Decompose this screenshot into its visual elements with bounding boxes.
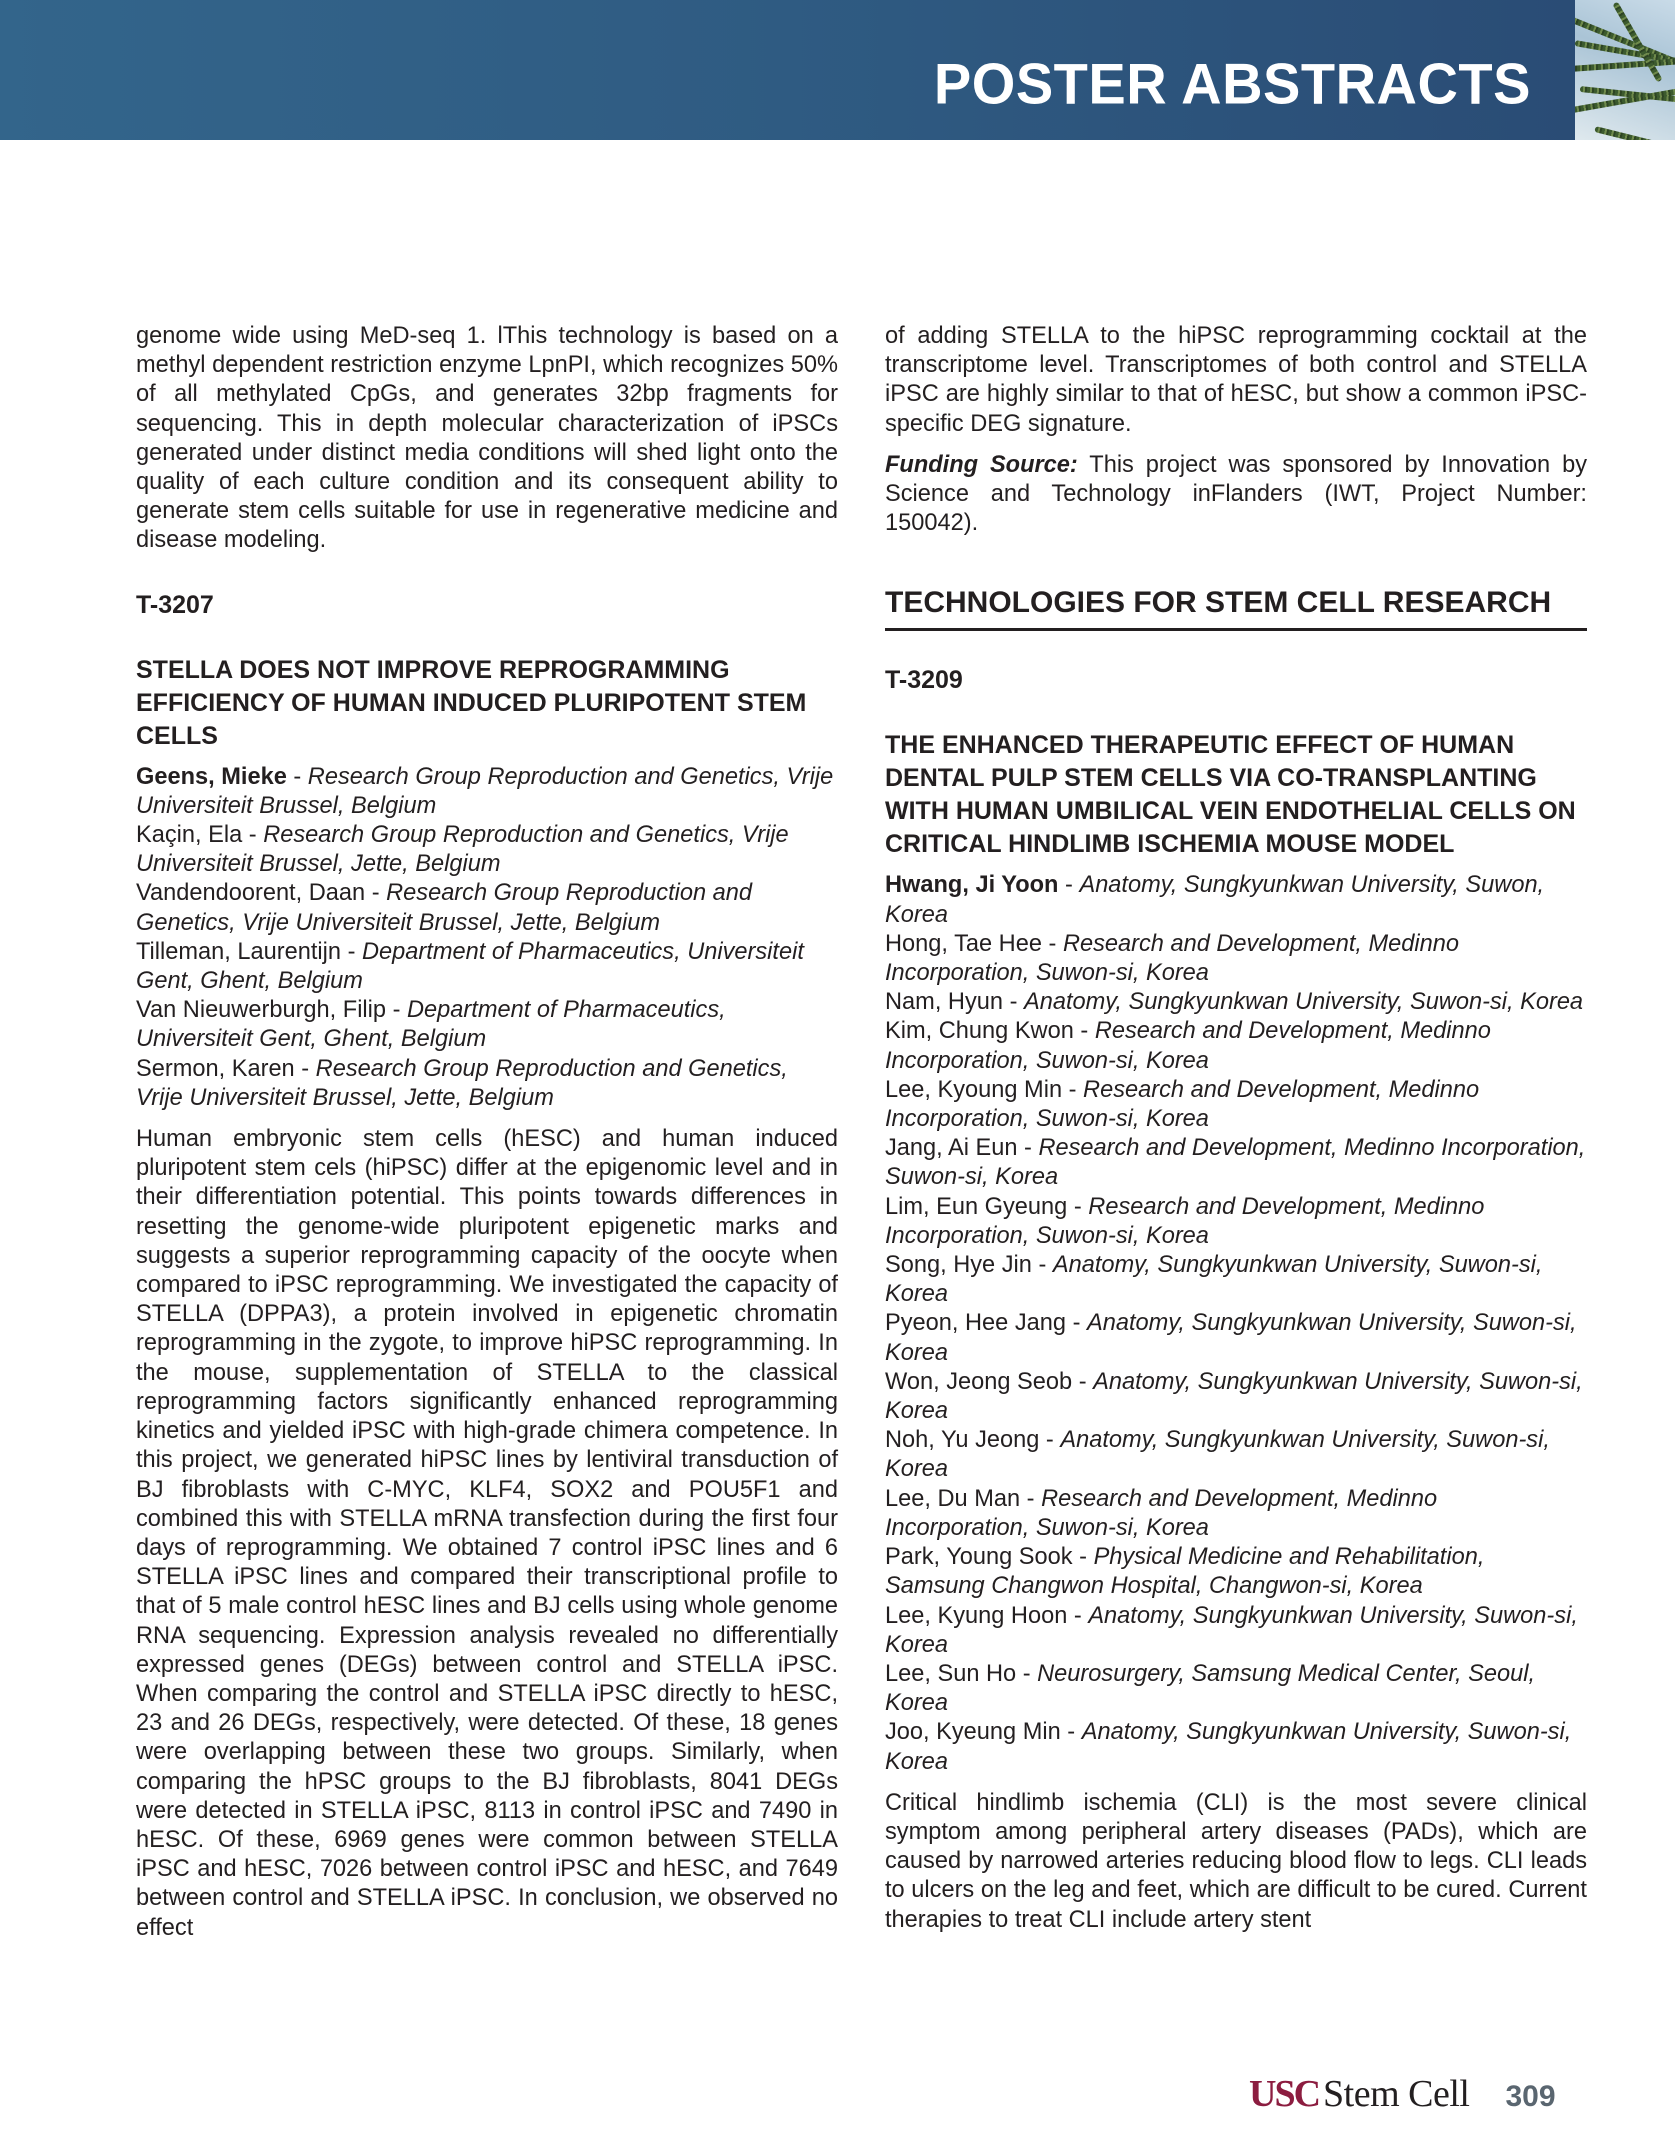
abstract-id: T-3207: [136, 590, 214, 619]
author-list: [885, 871, 1587, 1776]
author-name: Noh, Yu Jeong: [885, 1427, 1040, 1454]
author-separator: -: [1072, 1368, 1094, 1395]
author-entry: [136, 996, 838, 1054]
author-entry: [885, 1485, 1587, 1543]
author-separator: -: [341, 938, 362, 965]
author-affiliation: Research and Development, Medinno Incorporation, Suwon-si, Korea: [885, 930, 1460, 987]
author-name: Geens, Mieke: [136, 763, 287, 790]
author-separator: -: [1072, 1544, 1094, 1571]
continued-abstract-text: genome wide using MeD-seq 1. lThis technology is based on a methyl dependent restriction enzyme LpnPI, which recognizes 50% of all methylated CpGs, and generates 32bp fragments for sequencing. This in depth molecular characterization of iPSCs generated under distinct media conditions will shed light onto the quality of each culture condition and its consequent ability to generate stem cells suitable for use in regenerative medicine and disease modeling.: [136, 323, 838, 554]
author-affiliation: Department of Pharmaceutics, Universiteit Gent, Ghent, Belgium: [136, 997, 726, 1053]
author-name: Hwang, Ji Yoon: [885, 872, 1059, 899]
author-name: Won, Jeong Seob: [885, 1368, 1073, 1395]
page-section-title: POSTER ABSTRACTS: [933, 51, 1531, 116]
page-number: 309: [1505, 2080, 1556, 2113]
author-separator: -: [1031, 1252, 1053, 1279]
author-separator: -: [242, 822, 264, 849]
abstract-title: STELLA DOES NOT IMPROVE REPROGRAMMING EFFICIENCY OF HUMAN INDUCED PLURIPOTENT STEM CELLS: [136, 655, 807, 750]
author-affiliation: Anatomy, Sungkyunkwan University, Suwon, Korea: [885, 872, 1545, 928]
author-affiliation: Research Group Reproduction and Genetics, Vrije Universiteit Brussel, Jette, Belgium: [136, 1055, 788, 1111]
author-list: [136, 763, 838, 1113]
author-separator: -: [1060, 1719, 1082, 1746]
author-entry: [885, 871, 1587, 929]
author-separator: -: [1067, 1193, 1089, 1220]
left-column: [136, 322, 838, 1943]
author-entry: [885, 1076, 1587, 1134]
author-affiliation: Research and Development, Medinno Incorporation, Suwon-si, Korea: [885, 1485, 1438, 1541]
author-entry: [885, 1309, 1587, 1367]
author-affiliation: Anatomy, Sungkyunkwan University, Suwon-si, Korea: [885, 1368, 1583, 1425]
right-column: [885, 322, 1587, 1935]
author-separator: -: [1039, 1427, 1061, 1454]
author-entry: [885, 1193, 1587, 1251]
author-name: Kim, Chung Kwon: [885, 1018, 1074, 1045]
author-separator: -: [1003, 989, 1024, 1016]
author-affiliation: Anatomy, Sungkyunkwan University, Suwon-si, Korea: [885, 1602, 1578, 1658]
abstract-body: Human embryonic stem cells (hESC) and human induced pluripotent stem cels (hiPSC) differ at the epigenomic level and in their differentiation potential. This points towards differences in resetting the genome-wide pluripotent epigenetic marks and suggests a superior reprogramming capacity of the oocyte when compared to iPSC reprogramming. We investigated the capacity of STELLA (DPPA3), a protein involved in epigenetic chromatin reprogramming in the zygote, to improve hiPSC reprogramming. In the mouse, supplementation of STELLA to the classical reprogramming factors significantly enhanced reprogramming kinetics and yielded iPSC with high-grade chimera competence. In this project, we generated hiPSC lines by lentiviral transduction of BJ fibroblasts with C-MYC, KLF4, SOX2 and POU5F1 and combined this with STELLA mRNA transfection during the first four days of reprogramming. We obtained 7 control iPSC lines and 6 STELLA iPSC lines and compared their transcriptional profile to that of 5 male control hESC lines and BJ cells using whole genome RNA sequencing. Expression analysis revealed no differentially expressed genes (DEGs) between control and STELLA iPSC. When comparing the control and STELLA iPSC directly to hESC, 23 and 26 DEGs, respectively, were detected. Of these, 18 genes were overlapping between these two groups. Similarly, when comparing the hPSC groups to the BJ fibroblasts, 8041 DEGs were detected in STELLA iPSC, 8113 in control iPSC and 7490 in hESC. Of these, 6969 genes were common between STELLA iPSC and hESC, 7026 between control iPSC and hESC, and 7649 between control and STELLA iPSC. In conclusion, we observed no effect: [136, 1126, 838, 1941]
author-name: Park, Young Sook: [885, 1544, 1073, 1571]
author-separator: -: [1020, 1485, 1042, 1512]
author-separator: -: [1062, 1076, 1084, 1103]
author-affiliation: Neurosurgery, Samsung Medical Center, Seoul, Korea: [885, 1660, 1536, 1717]
author-entry: [885, 1426, 1587, 1484]
usc-logo-wordmark: USC: [1249, 2073, 1320, 2115]
continued-abstract-text: of adding STELLA to the hiPSC reprogramming cocktail at the transcriptome level. Transcriptomes of both control and STELLA iPSC are highly similar to that of hESC, but show a common iPSC-specific DEG signature.: [885, 323, 1587, 437]
author-name: Nam, Hyun: [885, 989, 1004, 1016]
author-affiliation: Anatomy, Sungkyunkwan University, Suwon-si, Korea: [885, 1427, 1550, 1483]
author-entry: [136, 763, 838, 821]
author-separator: -: [1016, 1660, 1038, 1687]
author-separator: -: [1073, 1018, 1095, 1045]
abstract-body: Critical hindlimb ischemia (CLI) is the most severe clinical symptom among peripheral artery diseases (PADs), which are caused by narrowed arteries reducing blood flow to legs. CLI leads to ulcers on the leg and feet, which are difficult to be cured. Current therapies to treat CLI include artery stent: [885, 1789, 1587, 1933]
author-entry: [885, 1017, 1587, 1075]
author-separator: -: [386, 997, 408, 1024]
author-name: Lee, Kyoung Min: [885, 1076, 1063, 1103]
section-heading: TECHNOLOGIES FOR STEM CELL RESEARCH: [885, 586, 1587, 631]
author-affiliation: Department of Pharmaceutics, Universiteit Gent, Ghent, Belgium: [136, 938, 804, 995]
author-affiliation: Research Group Reproduction and Genetics, Vrije Universiteit Brussel, Jette, Belgium: [136, 822, 789, 878]
author-entry: [136, 879, 838, 937]
author-entry: [885, 1543, 1587, 1601]
author-separator: -: [1017, 1135, 1039, 1162]
author-separator: -: [294, 1055, 316, 1082]
funding-source: [885, 451, 1587, 539]
author-entry: [885, 988, 1587, 1017]
author-name: Vandendoorent, Daan: [136, 880, 366, 907]
author-entry: [885, 1368, 1587, 1426]
author-separator: -: [365, 880, 387, 907]
author-entry: [136, 1055, 838, 1113]
author-affiliation: Anatomy, Sungkyunkwan University, Suwon-si, Korea: [885, 1310, 1577, 1366]
author-affiliation: Research Group Reproduction and Genetics, Vrije Universiteit Brussel, Jette, Belgium: [136, 880, 753, 936]
author-affiliation: Anatomy, Sungkyunkwan University, Suwon-si, Korea: [885, 1252, 1543, 1308]
author-affiliation: Research and Development, Medinno Incorporation, Suwon-si, Korea: [885, 1076, 1480, 1133]
author-affiliation: Research Group Reproduction and Genetics, Vrije Universiteit Brussel, Belgium: [136, 763, 834, 819]
funding-text: This project was sponsored by Innovation by Science and Technology inFlanders (IWT, Project Number: 150042).: [885, 451, 1588, 537]
author-separator: -: [1067, 1602, 1089, 1629]
author-name: Joo, Kyeung Min: [885, 1719, 1061, 1746]
author-separator: -: [286, 763, 308, 790]
author-affiliation: Anatomy, Sungkyunkwan University, Suwon-si, Korea: [1023, 989, 1584, 1016]
author-name: Lee, Du Man: [885, 1485, 1021, 1512]
author-entry: [885, 930, 1587, 988]
author-affiliation: Anatomy, Sungkyunkwan University, Suwon-si, Korea: [885, 1719, 1572, 1775]
author-affiliation: Research and Development, Medinno Incorporation, Suwon-si, Korea: [885, 1135, 1586, 1191]
author-name: Kaçin, Ela: [136, 822, 243, 849]
author-entry: [885, 1251, 1587, 1309]
author-name: Hong, Tae Hee: [885, 930, 1042, 957]
author-name: Van Nieuwerburgh, Filip: [136, 997, 387, 1024]
page-footer: [1249, 2072, 1556, 2116]
author-separator: -: [1066, 1310, 1087, 1337]
author-separator: -: [1041, 930, 1063, 957]
author-entry: [885, 1660, 1587, 1718]
author-affiliation: Research and Development, Medinno Incorporation, Suwon-si, Korea: [885, 1193, 1485, 1249]
palm-fronds-photo: [1575, 0, 1675, 140]
header-banner: [0, 0, 1575, 140]
author-entry: [885, 1134, 1587, 1192]
author-name: Song, Hye Jin: [885, 1252, 1032, 1279]
author-name: Tilleman, Laurentijn: [136, 938, 342, 965]
author-entry: [885, 1602, 1587, 1660]
stem-cell-logo-wordmark: Stem Cell: [1323, 2073, 1470, 2115]
funding-label: Funding Source:: [885, 451, 1078, 478]
abstract-id: T-3209: [885, 666, 963, 695]
author-name: Lee, Sun Ho: [885, 1660, 1017, 1687]
abstract-title: THE ENHANCED THERAPEUTIC EFFECT OF HUMAN DENTAL PULP STEM CELLS VIA CO-TRANSPLANTING WITH HUMAN UMBILICAL VEIN ENDOTHELIAL CELLS ON CRITICAL HINDLIMB ISCHEMIA MOUSE MODEL: [885, 731, 1576, 859]
author-separator: -: [1058, 872, 1080, 899]
author-name: Sermon, Karen: [136, 1055, 295, 1082]
author-name: Lim, Eun Gyeung: [885, 1193, 1068, 1220]
author-name: Jang, Ai Eun: [885, 1135, 1018, 1162]
author-entry: [885, 1718, 1587, 1776]
author-entry: [136, 821, 838, 879]
author-affiliation: Physical Medicine and Rehabilitation, Samsung Changwon Hospital, Changwon-si, Korea: [885, 1544, 1485, 1600]
author-name: Pyeon, Hee Jang: [885, 1310, 1067, 1337]
author-name: Lee, Kyung Hoon: [885, 1602, 1068, 1629]
author-affiliation: Research and Development, Medinno Incorporation, Suwon-si, Korea: [885, 1018, 1491, 1074]
author-entry: [136, 938, 838, 996]
